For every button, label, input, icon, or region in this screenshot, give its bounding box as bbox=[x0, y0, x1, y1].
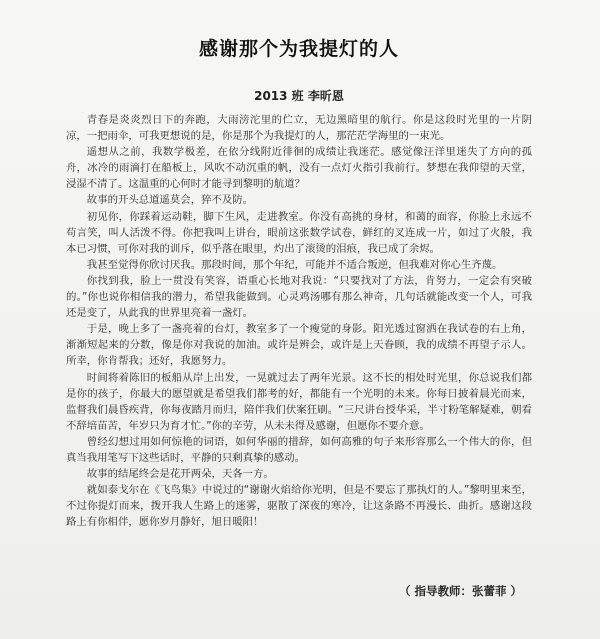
essay-paragraph: 时间将着陈旧的板船从岸上出发，一晃就过去了两年光景。这不长的相处时光里，你总说我们都是你的孩子，你最大的愿望就是希望我们都考的好，都能有一个光明的未来。你每日披着晨光而来，监督我们晨昏疾背，你每夜踏月而归，陪伴我们伏案狂刷。“三尺讲台授华采，半寸粉笔解疑难，朝看不辞培苗苦，年岁只为育才忙。”你的辛劳，从未未得及感谢，但愿你不要介意。 bbox=[66, 371, 532, 432]
essay-paragraph: 就如泰戈尔在《飞鸟集》中说过的“谢谢火焰给你光明，但是不要忘了那执灯的人。”黎明里来至，不过你提灯而来，拨开我人生路上的迷雾，驱散了深夜的寒冷，让这条路不再漫长、曲折。感谢这段路上有你相伴，愿你岁月静好，旭日暖阳！ bbox=[66, 484, 532, 529]
essay-paragraph: 于是，晚上多了一盏亮着的台灯，教室多了一个瘦觉的身影。阳光透过窗洒在我试卷的右上角，渐渐短起来的分数，像是你对我说的加油。或许是辨会，或许是上天眷顾，我的成绩不再望子示人。所幸，你肯帮我；还好，我愿努力。 bbox=[66, 323, 532, 368]
essay-paragraph: 青春是炎炎烈日下的奔跑，大雨滂沱里的伫立，无边黑暗里的航行。你是这段时光里的一片阴凉，一把雨伞，可我更想说的是，你是那个为我提灯的人，那茫茫学海里的一束光。 bbox=[66, 114, 532, 143]
essay-paragraph: 曾经幻想过用如何惊艳的词语，如何华丽的措辞，如何高雅的句子来形容那么一个伟大的你，但真当我用笔写下这些话时，平静的只剩真挚的感动。 bbox=[66, 435, 532, 464]
essay-paragraph: 你找到我，脸上一贯没有笑容，语重心长地对我说：“只要找对了方法，肯努力，一定会有突破的。”你也说你相信我的潜力，希望我能做到。心灵鸡汤哪有那么神奇，几句话就能改变一个人，可我还是变了，从此我的世界里亮着一盏灯。 bbox=[66, 274, 532, 320]
essay-paragraph: 我甚至觉得你欣讨厌我。那段时间，那个年纪，可能并不适合叛逆，但我难对你心生齐蔑。 bbox=[86, 258, 503, 271]
essay-body bbox=[66, 112, 532, 530]
author-byline: 2013 班 李昕恩 bbox=[254, 89, 344, 103]
essay-title: 感谢那个为我提灯的人 bbox=[198, 38, 399, 60]
essay-paragraph: 故事的结尾终会是花开两朵，天各一方。 bbox=[86, 468, 274, 481]
essay-paragraph: 初见你，你踩着运动鞋，脚下生风，走进教室。你没有高挑的身材，和蔼的面容，你脸上永远不苟言笑，叫人活泼不得。你把我叫上讲台，眼前这张数学试卷，鲜红的叉连成一片，如过了火般，我本已习惯，可你对我的训斥，似乎落在眼里，灼出了滚烫的泪痕，我已成了余烬。 bbox=[66, 210, 532, 255]
essay-paragraph: 遥想从之前，我数学极差，在依分线附近徘徊的成绩让我迷茫。感觉像汪洋里迷失了方向的孤舟，冰冷的雨滴打在船板上，风吹不动沉重的帆，没有一点灯火指引我前行。梦想在我仰望的天堂，浸湿不清了。这温重的心何时才能寻到黎明的航道？ bbox=[66, 146, 532, 191]
essay-paragraph: 故事的开头总道遥莫会，猝不及防。 bbox=[86, 194, 254, 207]
teacher-signature: （ 指导教师：张蕾菲 ） bbox=[398, 584, 522, 598]
